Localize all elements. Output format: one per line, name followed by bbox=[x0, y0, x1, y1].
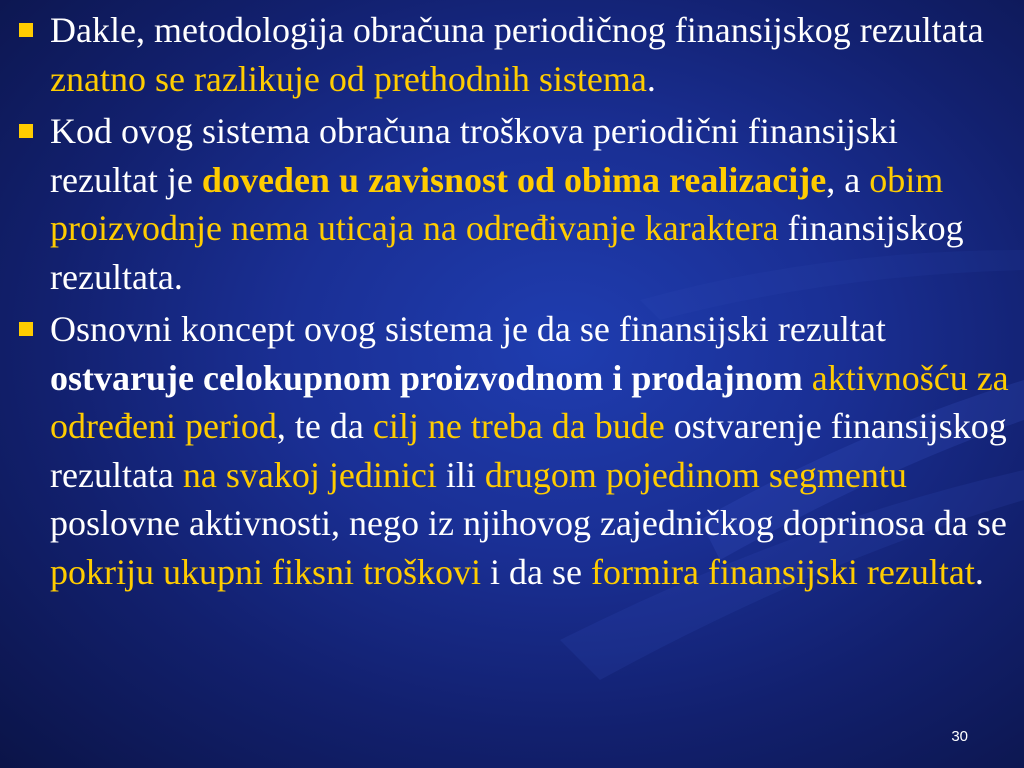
text-segment: obim proizvodnje nema uticaja na određivanje karaktera bbox=[50, 159, 944, 248]
text-segment: Osnovni koncept ovog sistema je da se finansijski rezultat bbox=[50, 309, 886, 349]
text-segment: pokriju ukupni fiksni troškovi bbox=[50, 551, 481, 592]
text-segment: poslovne aktivnosti, nego iz njihovog zajedničkog doprinosa da se bbox=[50, 503, 1007, 543]
text-segment: doveden u zavisnost od obima realizacije bbox=[201, 159, 827, 200]
text-segment: ili bbox=[436, 454, 485, 495]
text-segment: drugom pojedinom segmentu bbox=[484, 454, 907, 495]
bullet-text bbox=[50, 309, 1009, 592]
bullet-item-1 bbox=[12, 6, 1012, 103]
text-segment bbox=[803, 358, 812, 398]
square-bullet-icon bbox=[19, 23, 33, 37]
page-number: 30 bbox=[951, 728, 968, 745]
square-bullet-icon bbox=[19, 124, 33, 138]
bullet-text bbox=[50, 111, 964, 297]
text-segment: , te da bbox=[276, 406, 373, 446]
text-segment: formira finansijski rezultat bbox=[590, 551, 975, 592]
text-segment: Kod ovog sistema obračuna troškova periodični finansijski rezultat je bbox=[50, 111, 898, 200]
bullet-list bbox=[12, 6, 1012, 600]
text-segment: cilj ne treba da bude bbox=[372, 406, 665, 446]
text-segment: ostvarenje finansijskog rezultata bbox=[50, 406, 1007, 495]
text-segment: i da se bbox=[481, 551, 591, 592]
bullet-text bbox=[50, 10, 984, 99]
square-bullet-icon bbox=[19, 322, 33, 336]
text-segment: ostvaruje celokupnom proizvodnom i prodajnom bbox=[50, 357, 803, 398]
bullet-item-3 bbox=[12, 305, 1012, 596]
text-segment: , a bbox=[826, 159, 870, 200]
text-segment: znatno se razlikuje od prethodnih sistema bbox=[50, 58, 647, 99]
text-segment: finansijskog rezultata. bbox=[50, 208, 964, 297]
text-segment: . bbox=[974, 551, 984, 592]
text-segment: na svakoj jedinici bbox=[182, 454, 437, 495]
text-segment: Dakle, metodologija obračuna periodičnog finansijskog rezultata bbox=[50, 10, 984, 50]
text-segment: aktivnošću za određeni period bbox=[50, 357, 1009, 446]
text-segment: . bbox=[646, 58, 656, 99]
bullet-item-2 bbox=[12, 107, 1012, 301]
